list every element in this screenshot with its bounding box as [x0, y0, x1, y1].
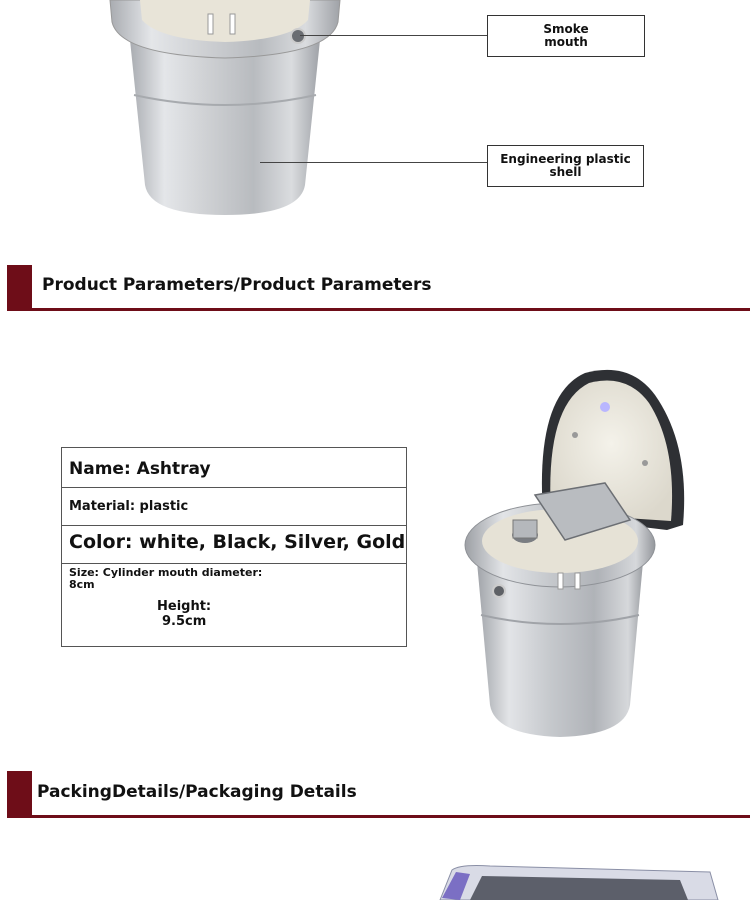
- spec-row-material: [62, 488, 406, 526]
- smoke-mouth-line2: mouth: [544, 35, 588, 49]
- params-section-title: Product Parameters/Product Parameters: [42, 275, 432, 295]
- smoke-mouth-leader: [300, 35, 488, 36]
- ashtray-open-image: [455, 365, 695, 740]
- packing-section-bar: [7, 771, 32, 817]
- spec-name: Name: Ashtray: [69, 459, 211, 479]
- spec-color: Color: white, Black, Silver, Gold: [69, 531, 406, 553]
- spec-size-line1: Size: Cylinder mouth diameter:: [69, 566, 263, 579]
- params-section-rule: [7, 308, 750, 311]
- ashtray-top-image: [100, 0, 360, 225]
- packing-section-rule: [7, 815, 750, 818]
- spec-row-name: [62, 448, 406, 488]
- spec-row-color: [62, 526, 406, 564]
- spec-height-label: Height:: [157, 599, 212, 614]
- smoke-mouth-line1: Smoke: [543, 22, 589, 36]
- params-section-bar: [7, 265, 32, 311]
- shell-line1: Engineering plastic: [500, 152, 631, 166]
- spec-material: Material: plastic: [69, 499, 189, 514]
- packaging-box-image: [430, 862, 720, 900]
- shell-line2: shell: [549, 165, 582, 179]
- spec-height-value: 9.5cm: [162, 614, 207, 629]
- spec-table: [61, 447, 407, 647]
- shell-callout: [487, 145, 644, 187]
- shell-leader: [260, 162, 488, 163]
- smoke-mouth-callout: [487, 15, 645, 57]
- packing-section-title: PackingDetails/Packaging Details: [37, 782, 357, 802]
- spec-size-line2: 8cm: [69, 578, 95, 591]
